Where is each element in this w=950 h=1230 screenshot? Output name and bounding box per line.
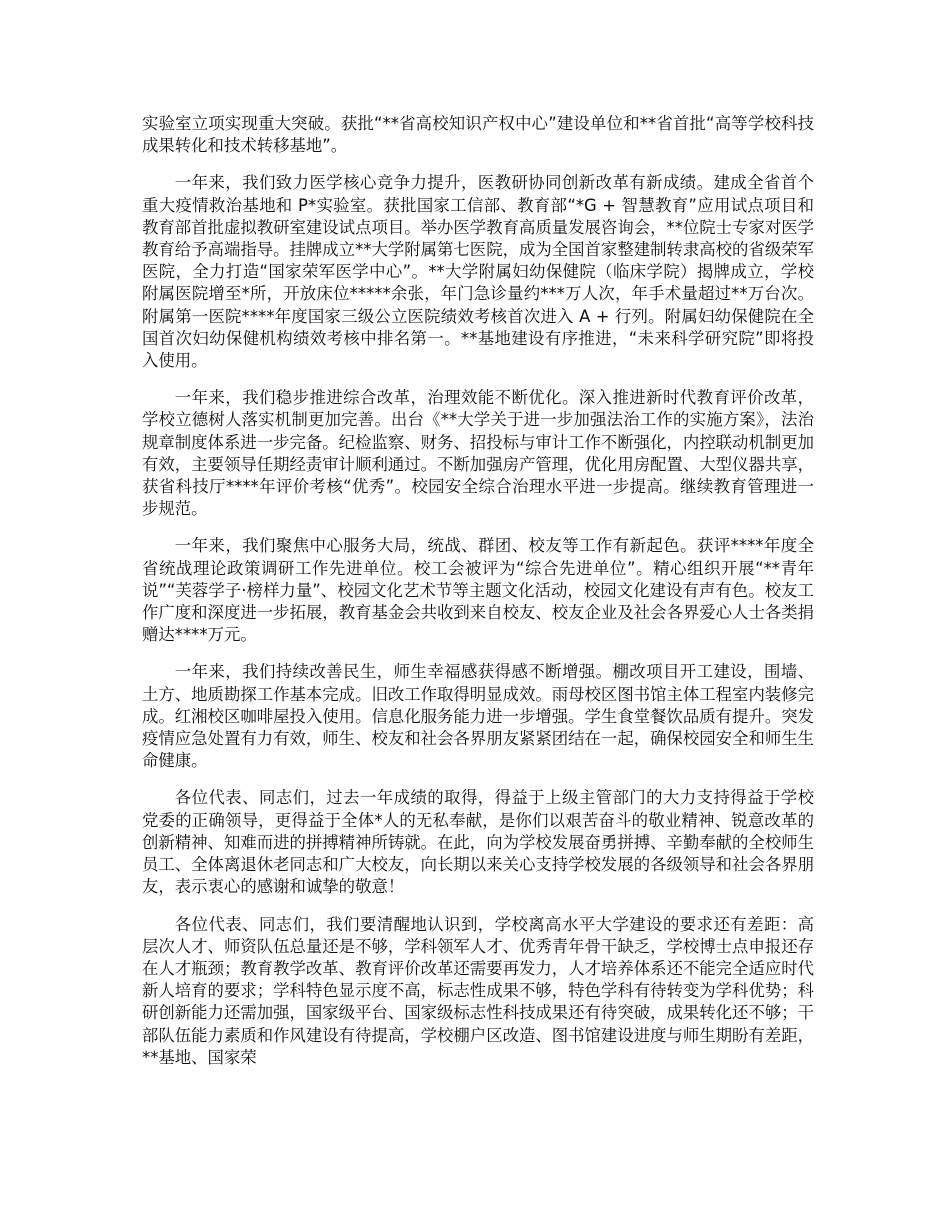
paragraph-6: 各位代表、同志们，过去一年成绩的取得，得益于上级主管部门的大力支持得益于学校党委的正确领导，更得益于全体*人的无私奉献，是你们以艰苦奋斗的敬业精神、锐意改革的创新精神、知难而进的拼搏精神所铸就。在此，向为学校发展奋勇拼搏、辛勤奉献的全校师生员工、全体离退休老同志和广大校友，向长期以来关心支持学校发展的各级领导和社会各界朋友，表示衷心的感谢和诚挚的敬意！ (142, 788, 815, 897)
paragraph-1: 实验室立项实现重大突破。获批“**省高校知识产权中心”建设单位和**省首批“高等学校科技成果转化和技术转移基地”。 (142, 114, 814, 156)
paragraph-2: 一年来，我们致力医学核心竞争力提升，医教研协同创新改革有新成绩。建成全省首个重大疫情救治基地和 P*实验室。获批国家工信部、教育部“*G + 智慧教育”应用试点项目和教育部首批虚拟教研室建设试点项目。举办医学教育高质量发展咨询会，**位院士专家对医学教育给予高端指导。挂牌成立**大学附属第七医院，成为全国首家整建制转隶高校的省级荣军医院，全力打造“国家荣军医学中心”。**大学附属妇幼保健院（临床学院）揭牌成立，学校附属医院增至*所，开放床位*****余张，年门急诊量约***万人次，年手术量超过**万台次。附属第一医院****年度国家三级公立医院绩效考核首次进入 A + 行列。附属妇幼保健院在全国首次妇幼保健机构绩效考核中排名第一。**基地建设有序推进，“未来科学研究院”即将投入使用。 (142, 173, 815, 371)
paragraph-3: 一年来，我们稳步推进综合改革，治理效能不断优化。深入推进新时代教育评价改革，学校立德树人落实机制更加完善。出台《**大学关于进一步加强法治工作的实施方案》，法治规章制度体系进一步完备。纪检监察、财务、招投标与审计工作不断强化，内控联动机制更加有效，主要领导任期经责审计顺利通过。不断加强房产管理，优化用房配置、大型仪器共享，获省科技厅****年评价考核“优秀”。校园安全综合治理水平进一步提高。继续教育管理进一步规范。 (142, 388, 815, 519)
document-page (142, 113, 814, 1084)
paragraph-7: 各位代表、同志们，我们要清醒地认识到，学校离高水平大学建设的要求还有差距：高层次人才、师资队伍总量还是不够，学科领军人才、优秀青年骨干缺乏，学校博士点申报还存在人才瓶颈；教育教学改革、教育评价改革还需要再发力，人才培养体系还不能完全适应时代新人培育的要求；学科特色显示度不高，标志性成果不够，特色学科有待转变为学科优势；科研创新能力还需加强，国家级平台、国家级标志性科技成果还有待突破，成果转化还不够；干部队伍能力素质和作风建设有待提高，学校棚户区改造、图书馆建设进度与师生期盼有差距，**基地、国家荣 (142, 914, 815, 1067)
paragraph-4: 一年来，我们聚焦中心服务大局，统战、群团、校友等工作有新起色。获评****年度全省统战理论政策调研工作先进单位。校工会被评为“综合先进单位”。精心组织开展“**青年说”“芙蓉学子·榜样力量”、校园文化艺术节等主题文化活动，校园文化建设有声有色。校友工作广度和深度进一步拓展，教育基金会共收到来自校友、校友企业及社会各界爱心人士各类捐赠达****万元。 (142, 536, 815, 645)
paragraph-5: 一年来，我们持续改善民生，师生幸福感获得感不断增强。棚改项目开工建设，围墙、土方、地质勘探工作基本完成。旧改工作取得明显成效。雨母校区图书馆主体工程室内装修完成。红湘校区咖啡屋投入使用。信息化服务能力进一步增强。学生食堂餐饮品质有提升。突发疫情应急处置有力有效，师生、校友和社会各界朋友紧紧团结在一起，确保校园安全和师生生命健康。 (142, 662, 815, 771)
